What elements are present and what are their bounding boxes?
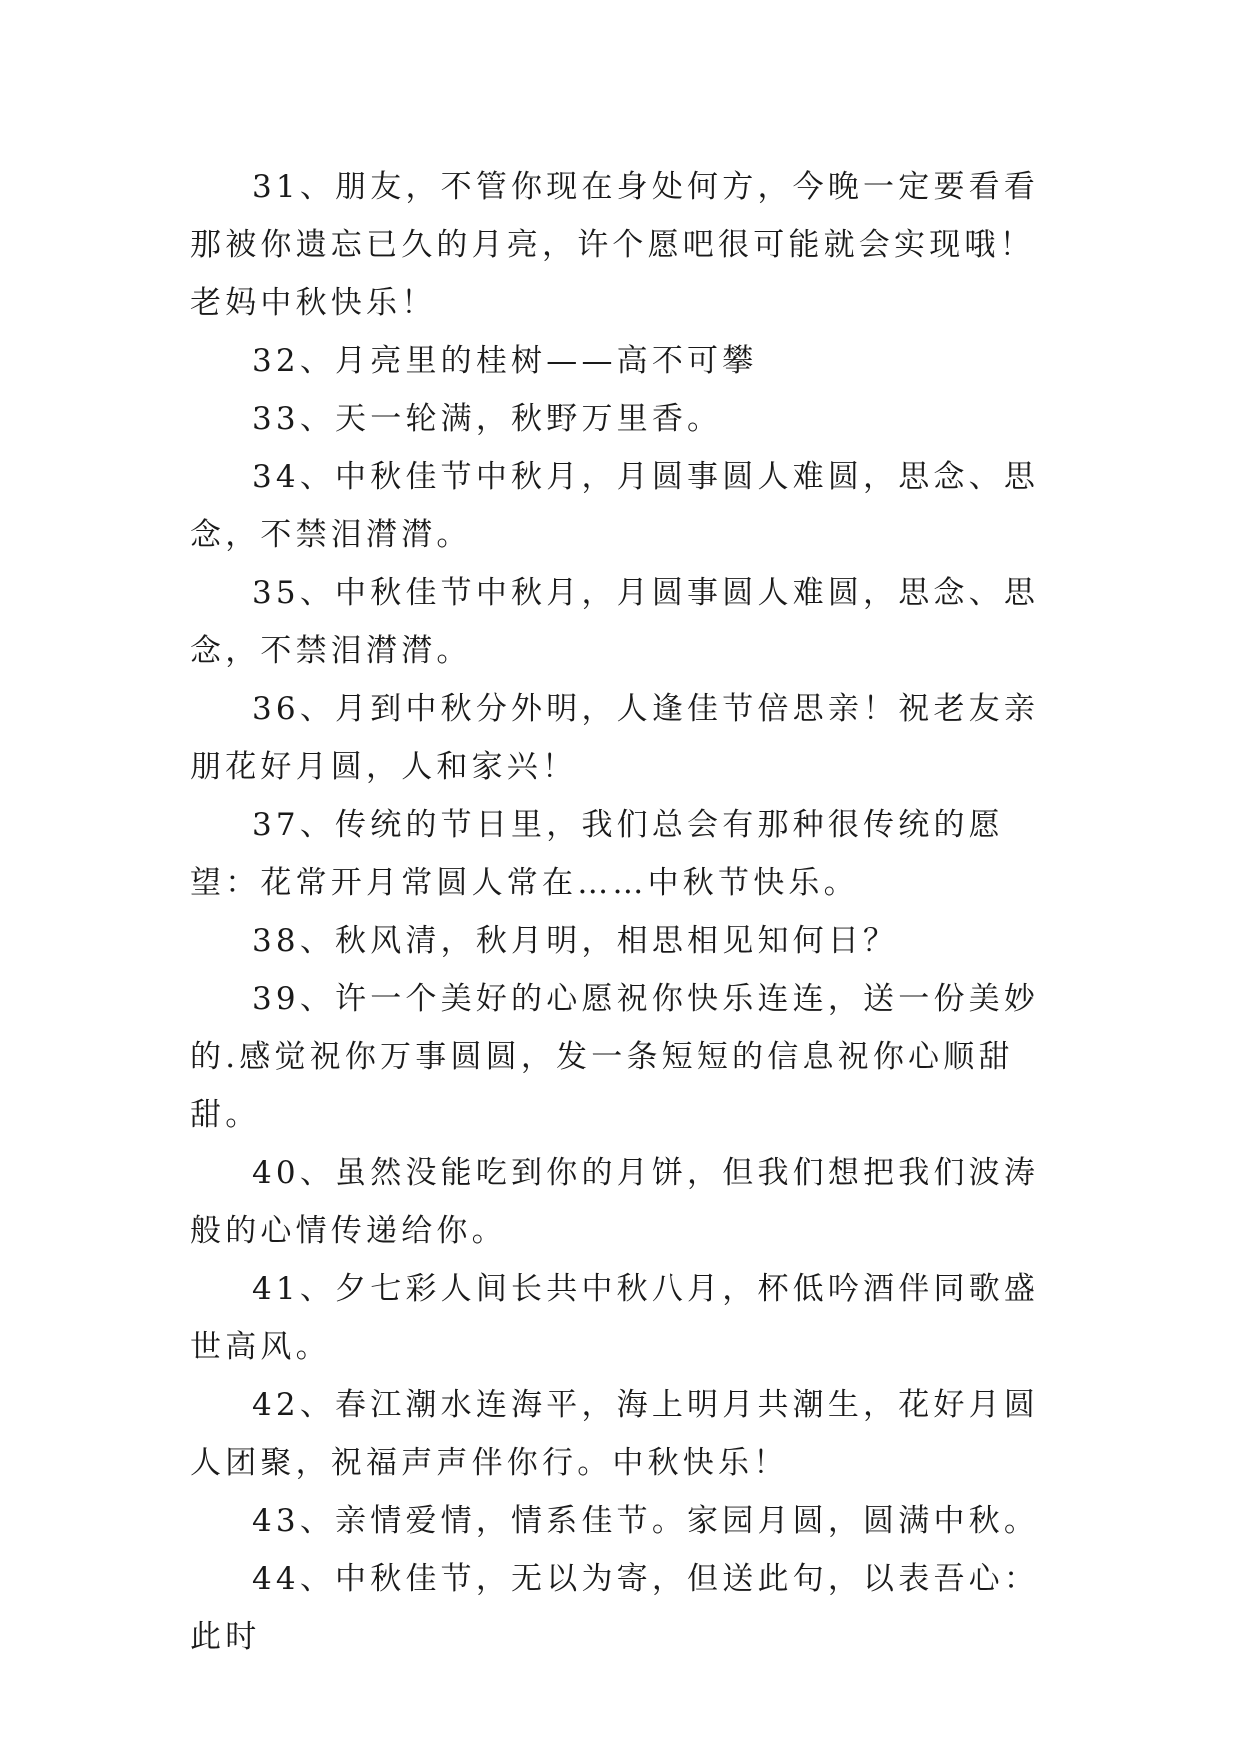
paragraph-36: 36、月到中秋分外明，人逢佳节倍思亲！祝老友亲朋花好月圆，人和家兴！ bbox=[190, 691, 1040, 785]
paragraph-34: 34、中秋佳节中秋月，月圆事圆人难圆，思念、思念，不禁泪潸潸。 bbox=[190, 459, 1040, 553]
paragraph-31: 31、朋友，不管你现在身处何方，今晚一定要看看那被你遗忘已久的月亮，许个愿吧很可能就会实现哦！老妈中秋快乐！ bbox=[190, 169, 1040, 321]
paragraph-41: 41、夕七彩人间长共中秋八月，杯低吟酒伴同歌盛世高风。 bbox=[190, 1271, 1040, 1365]
paragraph-42: 42、春江潮水连海平，海上明月共潮生，花好月圆人团聚，祝福声声伴你行。中秋快乐！ bbox=[190, 1387, 1040, 1481]
paragraph-40: 40、虽然没能吃到你的月饼，但我们想把我们波涛般的心情传递给你。 bbox=[190, 1155, 1040, 1249]
paragraph-32: 32、月亮里的桂树——高不可攀 bbox=[252, 343, 758, 379]
paragraph-37: 37、传统的节日里，我们总会有那种很传统的愿望：花常开月常圆人常在……中秋节快乐。 bbox=[190, 807, 1004, 901]
paragraph-43: 43、亲情爱情，情系佳节。家园月圆，圆满中秋。 bbox=[252, 1503, 1040, 1539]
paragraph-33: 33、天一轮满，秋野万里香。 bbox=[252, 401, 723, 437]
paragraph-35: 35、中秋佳节中秋月，月圆事圆人难圆，思念、思念，不禁泪潸潸。 bbox=[190, 575, 1040, 669]
document-body bbox=[190, 158, 1052, 1666]
paragraph-44: 44、中秋佳节，无以为寄，但送此句，以表吾心：此时 bbox=[190, 1561, 1040, 1655]
paragraph-38: 38、秋风清，秋月明，相思相见知何日？ bbox=[252, 923, 899, 959]
paragraph-39: 39、许一个美好的心愿祝你快乐连连，送一份美妙的.感觉祝你万事圆圆，发一条短短的信息祝你心顺甜甜。 bbox=[190, 981, 1040, 1133]
